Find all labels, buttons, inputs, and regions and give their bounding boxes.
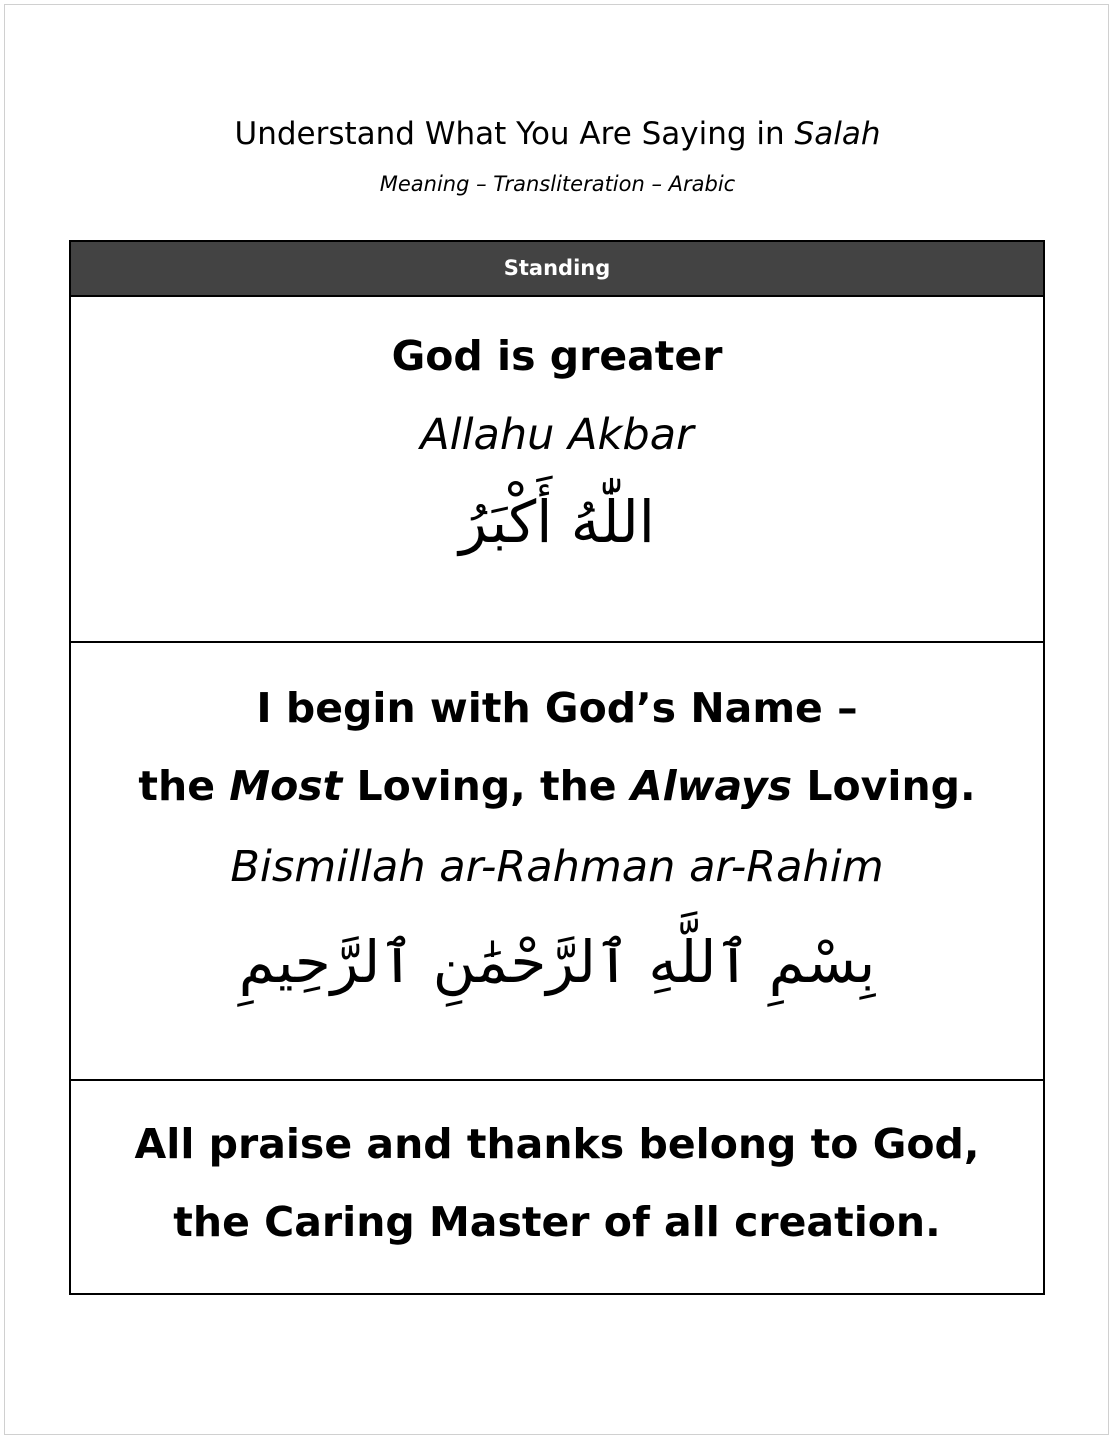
meaning-line-2 (71, 747, 1043, 825)
meaning-line-2: the Caring Master of all creation. (173, 1198, 941, 1246)
page-subtitle: Meaning – Transliteration – Arabic (379, 172, 736, 196)
emphasis: Always (630, 762, 793, 810)
text: the (138, 762, 230, 810)
table-row (71, 643, 1043, 1081)
section-header: Standing (71, 242, 1043, 297)
salah-table (69, 240, 1045, 1295)
table-row (71, 297, 1043, 643)
transliteration: Bismillah ar-Rahman ar-Rahim (230, 842, 884, 892)
arabic-text: اللّٰهُ أَكْبَرُ (459, 488, 655, 556)
emphasis: Most (229, 762, 343, 810)
text: Loving. (792, 762, 976, 810)
page-title (0, 116, 1115, 152)
transliteration: Allahu Akbar (420, 410, 694, 460)
title-text: Understand What You Are Saying in (234, 116, 795, 152)
meaning-line-1: I begin with God’s Name – (256, 684, 858, 732)
table-row (71, 1081, 1043, 1293)
arabic-text: بِسْمِ ٱللَّهِ ٱلرَّحْمَٰنِ ٱلرَّحِيمِ (238, 928, 876, 996)
meaning: God is greater (391, 332, 723, 380)
title-italic: Salah (794, 116, 881, 152)
text: Loving, the (342, 762, 631, 810)
meaning-line-1: All praise and thanks belong to God, (134, 1120, 980, 1168)
